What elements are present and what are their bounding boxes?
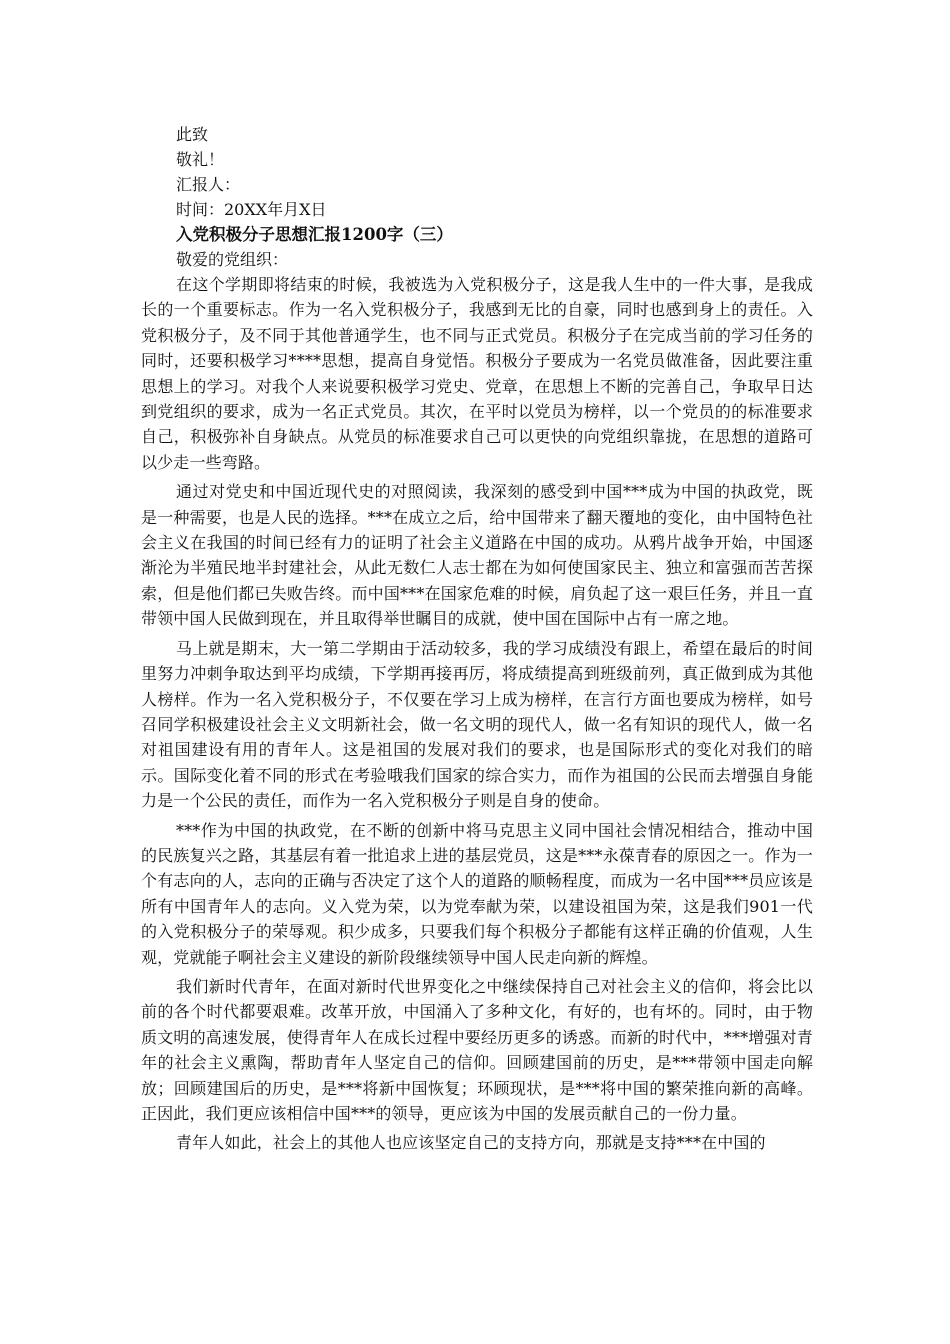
closing-salutation: 此致 xyxy=(176,125,209,144)
paragraph-3: 马上就是期末，大一第二学期由于活动较多，我的学习成绩没有跟上，希望在最后的时间里努力冲刺争取达到平均成绩，下学期再接再厉，将成绩提高到班级前列，真正做到成为其他人榜样。作为一名入党积极分子，不仅要在学习上成为榜样，在言行方面也要成为榜样，如号召同学积极建设社会主义文明新社会，做一名文明的现代人，做一名有知识的现代人，做一名对祖国建设有用的青年人。这是祖国的发展对我们的要求，也是国际形式的变化对我们的暗示。国际变化着不同的形式在考验哦我们国家的综合实力，而作为祖国的公民而去增强自身能力是一个公民的责任，而作为一名入党积极分子则是自身的使命。 xyxy=(141,638,813,811)
paragraph-1: 在这个学期即将结束的时候，我被选为入党积极分子，这是我人生中的一件大事，是我成长的一个重要标志。作为一名入党积极分子，我感到无比的自豪，同时也感到身上的责任。入党积极分子，及不同于其他普通学生，也不同与正式党员。积极分子在完成当前的学习任务的同时，还要积极学习****思想，提高自身觉悟。积极分子要成为一名党员做准备，因此要注重思想上的学习。对我个人来说要积极学习党史、党章，在思想上不断的完善自己，争取早日达到党组织的要求，成为一名正式党员。其次，在平时以党员为榜样，以一个党员的的标准要求自己，积极弥补自身缺点。从党员的标准要求自己可以更快的向党组织靠拢，在思想的道路可以少走一些弯路。 xyxy=(141,275,813,472)
document-page xyxy=(141,122,813,1160)
closing-regards: 敬礼！ xyxy=(176,150,225,169)
paragraph-5: 我们新时代青年，在面对新时代世界变化之中继续保持自己对社会主义的信仰，将会比以前的各个时代都要艰难。改革开放，中国涌入了多种文化，有好的，也有坏的。同时，由于物质文明的高速发展，使得青年人在成长过程中要经历更多的诱惑。而新的时代中，***增强对青年的社会主义熏陶，帮助青年人坚定自己的信仰。回顾建国前的历史，是***带领中国走向解放；回顾建国后的历史，是***将新中国恢复；环顾现状，是***将中国的繁荣推向新的高峰。正因此，我们更应该相信中国***的领导，更应该为中国的发展贡献自己的一份力量。 xyxy=(141,976,813,1123)
paragraph-6: 青年人如此，社会上的其他人也应该坚定自己的支持方向，那就是支持***在中国的 xyxy=(176,1133,766,1153)
paragraph-2: 通过对党史和中国近现代史的对照阅读，我深刻的感受到中国***成为中国的执政党，既是一种需要，也是人民的选择。***在成立之后，给中国带来了翻天覆地的变化，由中国特色社会主义在我国的时间已经有力的证明了社会主义道路在中国的成功。从鸦片战争开始，中国逐渐沦为半殖民地半封建社会，从此无数仁人志士都在为如何使国家民主、独立和富强而苦苦探索，但是他们都已失败告终。而中国***在国家危难的时候，肩负起了这一艰巨任务，并且一直带领中国人民做到现在，并且取得举世瞩目的成就，使中国在国际中占有一席之地。 xyxy=(141,482,813,629)
paragraph-4: ***作为中国的执政党，在不断的创新中将马克思主义同中国社会情况相结合，推动中国的民族复兴之路，其基层有着一批追求上进的基层党员，这是***永葆青春的原因之一。作为一个有志向的人，志向的正确与否决定了这个人的道路的顺畅程度，而成为一名中国***员应该是所有中国青年人的志向。义入党为荣，以为党奉献为荣，以建设祖国为荣，这是我们901一代的入党积极分子的荣辱观。积少成多，只要我们每个积极分子都能有这样正确的价值观，人生观，党就能子啊社会主义建设的新阶段继续领导中国人民走向新的辉煌。 xyxy=(141,820,813,967)
greeting: 敬爱的党组织： xyxy=(176,250,289,269)
section-title: 入党积极分子思想汇报1200字（三） xyxy=(176,225,453,244)
reporter-label: 汇报人： xyxy=(176,175,241,194)
report-time: 时间：20XX年月X日 xyxy=(176,200,327,219)
